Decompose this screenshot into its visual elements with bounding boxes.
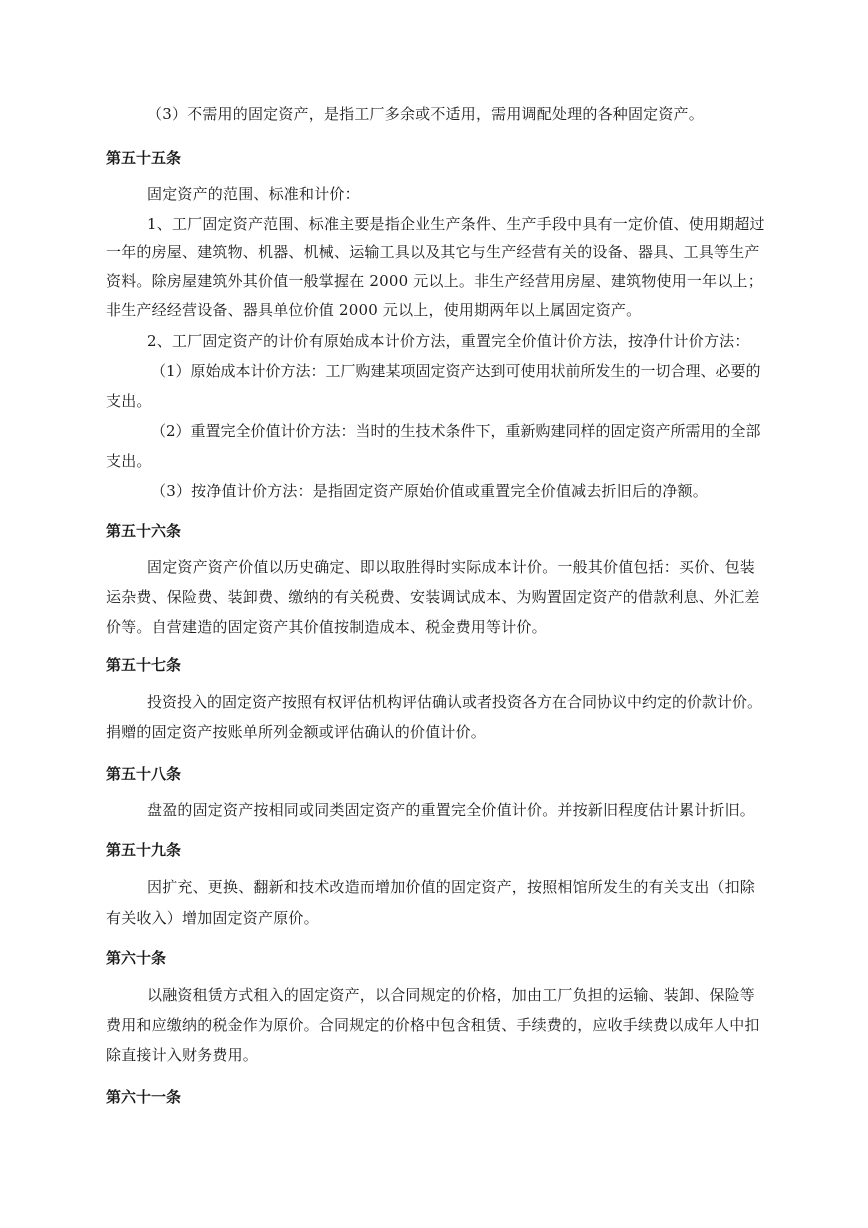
paragraph-line: 支出。 <box>106 392 152 410</box>
paragraph-line: 2、工厂固定资产的计价有原始成本计价方法，重置完全价值计价方法，按净什计价方法： <box>147 332 750 350</box>
paragraph-line: 运杂费、保险费、装卸费、缴纳的有关税费、安装调试成本、为购置固定资产的借款利息、外汇差 <box>106 588 760 606</box>
paragraph-line: 价等。自营建造的固定资产其价值按制造成本、税金费用等计价。 <box>106 618 547 636</box>
paragraph-line: 1、工厂固定资产范围、标准主要是指企业生产条件、生产手段中具有一定价值、使用期超过 <box>147 215 765 233</box>
article-heading-61: 第六十一条 <box>106 1088 182 1106</box>
article-heading-60: 第六十条 <box>106 949 167 967</box>
paragraph-line: 除直接计入财务费用。 <box>106 1046 259 1064</box>
paragraph-line: （3）不需用的固定资产，是指工厂多余或不适用，需用调配处理的各种固定资产。 <box>147 105 704 123</box>
paragraph-line: 盘盈的固定资产按相同或同类固定资产的重置完全价值计价。并按新旧程度估计累计折旧。 <box>147 801 756 819</box>
paragraph-line: 投资投入的固定资产按照有权评估机构评估确认或者投资各方在合同协议中约定的价款计价。 <box>147 693 763 711</box>
paragraph-line: 资料。除房屋建筑外其价值一般掌握在 2000 元以上。非生产经营用房屋、建筑物使用一年以上； <box>106 272 763 290</box>
article-heading-57: 第五十七条 <box>106 656 182 674</box>
paragraph-line: 非生产经经营设备、器具单位价值 2000 元以上，使用期两年以上属固定资产。 <box>106 301 642 319</box>
paragraph-line: 以融资租赁方式租入的固定资产，以合同规定的价格，加由工厂负担的运输、装卸、保险等 <box>147 986 756 1004</box>
paragraph-line: 因扩充、更换、翻新和技术改造而增加价值的固定资产，按照相馆所发生的有关支出（扣除 <box>147 878 756 896</box>
article-heading-56: 第五十六条 <box>106 522 182 540</box>
paragraph-line: （3）按净值计价方法：是指固定资产原始价值或重置完全价值减去折旧后的净额。 <box>151 482 708 500</box>
paragraph-line: （1）原始成本计价方法：工厂购建某项固定资产达到可使用状前所发生的一切合理、必要的 <box>151 362 761 380</box>
paragraph-line: 支出。 <box>106 452 152 470</box>
paragraph-line: 固定资产资产价值以历史确定、即以取胜得时实际成本计价。一般其价值包括：买价、包装 <box>147 558 756 576</box>
paragraph-line: 有关收入）增加固定资产原价。 <box>106 909 319 927</box>
article-heading-58: 第五十八条 <box>106 765 182 783</box>
paragraph-line: （2）重置完全价值计价方法：当时的生技术条件下，重新购建同样的固定资产所需用的全部 <box>151 422 761 440</box>
article-heading-59: 第五十九条 <box>106 841 182 859</box>
paragraph-line: 固定资产的范围、标准和计价： <box>147 185 360 203</box>
paragraph-line: 捐赠的固定资产按账单所列金额或评估确认的价值计价。 <box>106 723 487 741</box>
paragraph-line: 费用和应缴纳的税金作为原价。合同规定的价格中包含租赁、手续费的，应收手续费以成年人中扣 <box>106 1016 760 1034</box>
article-heading-55: 第五十五条 <box>106 149 182 167</box>
paragraph-line: 一年的房屋、建筑物、机器、机械、运输工具以及其它与生产经营有关的设备、器具、工具等生产 <box>106 243 760 261</box>
